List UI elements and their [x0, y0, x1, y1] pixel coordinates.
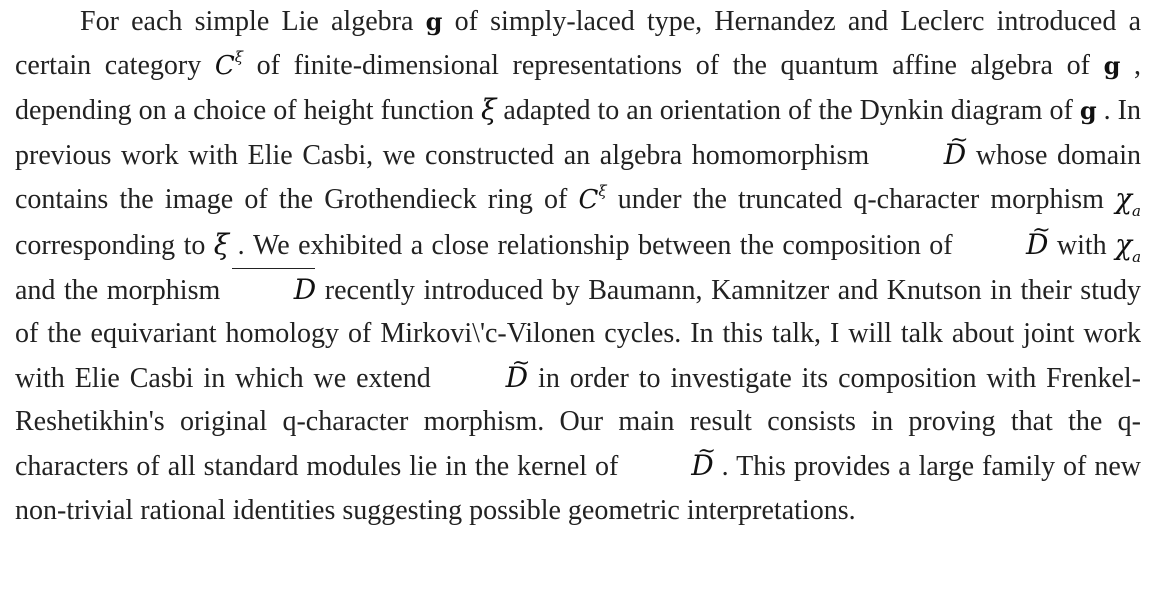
d-tilde-symbol: ~ D — [441, 356, 528, 400]
lie-algebra-symbol: g — [1079, 96, 1097, 126]
lie-algebra-symbol: g — [1103, 50, 1121, 80]
chi-symbol — [1115, 227, 1142, 266]
height-function-symbol: ξ — [480, 93, 497, 127]
abstract-text: in order to investigate its composition with Frenkel-Reshetikhin's original q-character morphism. Our main result consists in proving that the q-characters of all standard modules lie in the kernel of — [15, 362, 1142, 482]
abstract-text: of simply-laced type, Hernandez and Leclerc introduced a certain category — [15, 6, 1142, 81]
abstract-text: whose domain contains the image of the Grothendieck ring of — [15, 139, 1142, 216]
abstract-text: with — [1048, 229, 1116, 261]
abstract-text: and the morphism — [15, 274, 229, 306]
category-letter: C — [214, 50, 235, 81]
lie-algebra-symbol: g — [425, 7, 443, 36]
abstract-text: of finite-dimensional representations of the quantum affine algebra of — [243, 49, 1104, 81]
d-tilde-symbol: ~ D — [961, 223, 1048, 267]
abstract-paragraph — [15, 0, 1141, 532]
abstract-text: . In previous work with Elie Casbi, we constructed an algebra homomorphism — [15, 95, 1141, 171]
d-bar-symbol: D — [229, 268, 316, 312]
chi-letter: χ — [1115, 227, 1133, 261]
category-symbol — [214, 47, 244, 81]
abstract-text: . This provides a large family of new non-trivial rational identities suggesting possible geometric interpretations. — [15, 450, 1141, 526]
chi-letter: χ — [1115, 182, 1133, 216]
chi-subscript: a — [1132, 247, 1142, 266]
abstract-text: under the truncated q-character morphism — [606, 184, 1116, 216]
d-tilde-symbol: ~ D — [879, 133, 966, 177]
height-function-superscript: ξ — [234, 47, 244, 66]
abstract-text: adapted to an orientation of the Dynkin diagram of — [496, 95, 1080, 127]
abstract-text: For each simple Lie algebra — [80, 6, 426, 37]
chi-symbol — [1115, 182, 1141, 221]
abstract-text: , depending on a choice of height function — [15, 49, 1141, 127]
chi-subscript: a — [1132, 202, 1141, 221]
abstract-text: . We exhibited a close relationship between the composition of — [229, 229, 962, 261]
abstract-text: recently introduced by Baumann, Kamnitzer and Knutson in their study of the equivariant homology of Mirkovi\'c-Vilonen cycles. In this talk, I will talk about joint work with Elie Casbi in which we extend — [15, 274, 1141, 394]
category-symbol — [578, 182, 607, 216]
category-letter: C — [578, 185, 599, 216]
height-function-superscript: ξ — [598, 182, 607, 201]
d-tilde-symbol: ~ D — [626, 444, 713, 488]
height-function-symbol: ξ — [213, 227, 230, 261]
abstract-text: corresponding to — [15, 229, 214, 261]
